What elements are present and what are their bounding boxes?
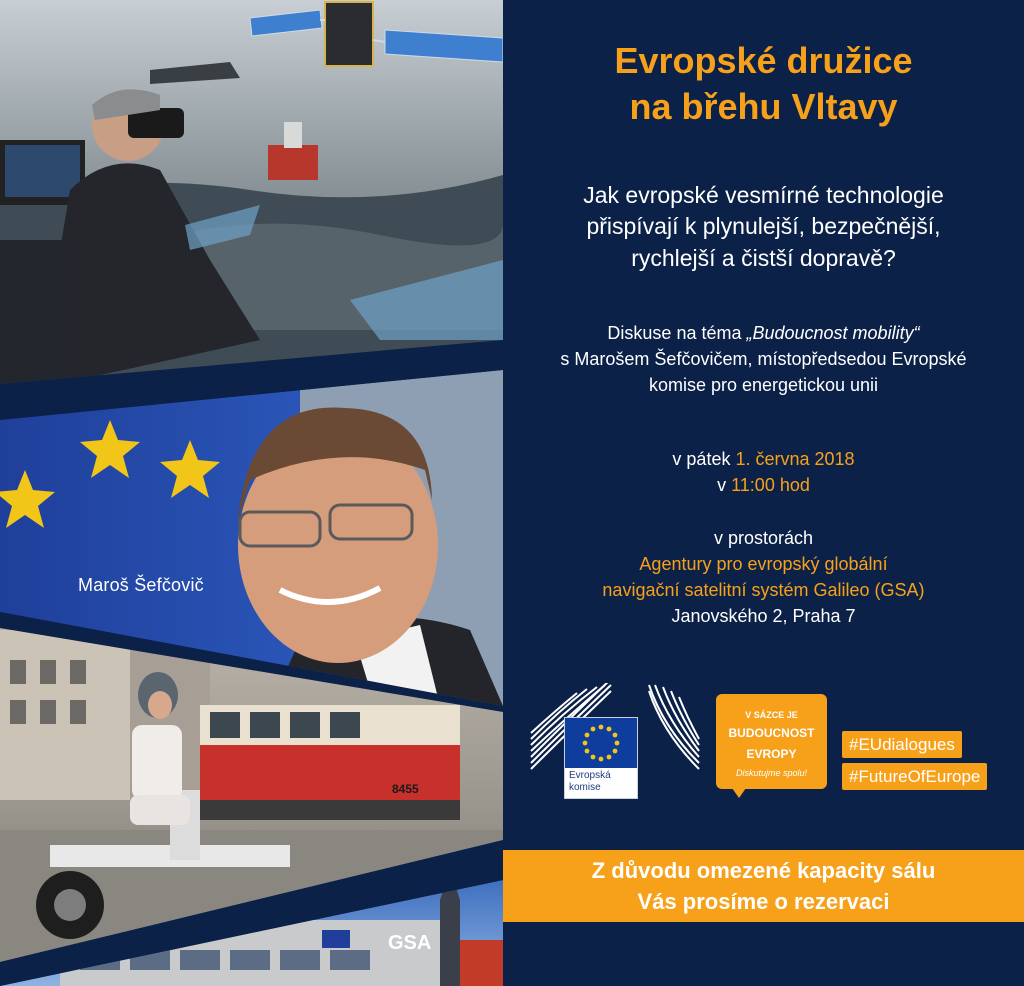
eu-flag-icon (565, 718, 637, 768)
vr-photo (0, 0, 503, 384)
banner-line-1: Z důvodu omezené kapacity sálu (591, 858, 936, 883)
event-venue (503, 525, 1024, 629)
person-caption: Maroš Šefčovič (78, 575, 204, 595)
discussion-line-1 (503, 320, 1024, 346)
venue-address: Janovského 2, Praha 7 (671, 606, 856, 627)
page-title (503, 38, 1024, 130)
discussion-info (503, 320, 1024, 398)
discussion-prefix: Diskuse na téma (607, 323, 747, 343)
ec-logo-box (564, 717, 638, 799)
badge-line-4: Diskutujme spolu! (735, 767, 808, 778)
event-date (503, 446, 1024, 498)
time-line (503, 472, 1024, 498)
title-line-1: Evropské družice (614, 40, 913, 81)
tram-number: 8455 (392, 782, 419, 796)
hashtag-futureofeurope: #FutureOfEurope (842, 763, 987, 790)
date-line (503, 446, 1024, 472)
ec-label-line-1: Evropská (569, 770, 611, 781)
collage-graphics (0, 0, 503, 986)
badge-line-1: V SÁZCE JE (745, 710, 798, 720)
time-prefix: v (717, 475, 732, 496)
title-line-2: na břehu Vltavy (629, 86, 898, 128)
ec-label-line-2: komise (569, 781, 601, 793)
venue-line-3: navigační satelitní systém Galileo (GSA) (602, 580, 925, 601)
time-value: 11:00 hod (731, 475, 810, 496)
banner-line-2: Vás prosíme o rezervaci (637, 889, 890, 914)
hashtag-eudialogues: #EUdialogues (842, 731, 962, 758)
photo-collage (0, 0, 503, 986)
ec-label (569, 770, 611, 793)
discussion-topic: „Budoucnost mobility“ (746, 323, 920, 343)
badge-line-3: EVROPY (746, 746, 797, 761)
date-prefix: v pátek (672, 449, 736, 469)
venue-line-1: v prostorách (713, 528, 814, 548)
badge-line-2: BUDOUCNOST (728, 726, 815, 740)
date-value: 1. června 2018 (735, 449, 855, 469)
building-sign: GSA (388, 932, 432, 954)
future-of-europe-badge (716, 694, 827, 789)
discussion-line-2: s Marošem Šefčovičem, místopředsedou Evropské (560, 349, 967, 370)
lead-question (503, 180, 1024, 274)
invitation-content (503, 0, 1024, 986)
venue-line-2: Agentury pro evropský globální (639, 554, 888, 575)
reservation-banner (503, 850, 1024, 922)
question-line-3: rychlejší a čistší dopravě? (631, 244, 896, 271)
question-line-2: přispívají k plynulejší, bezpečnější, (586, 213, 941, 240)
discussion-line-3: komise pro energetickou unii (648, 375, 879, 396)
question-line-1: Jak evropské vesmírné technologie (583, 182, 944, 208)
